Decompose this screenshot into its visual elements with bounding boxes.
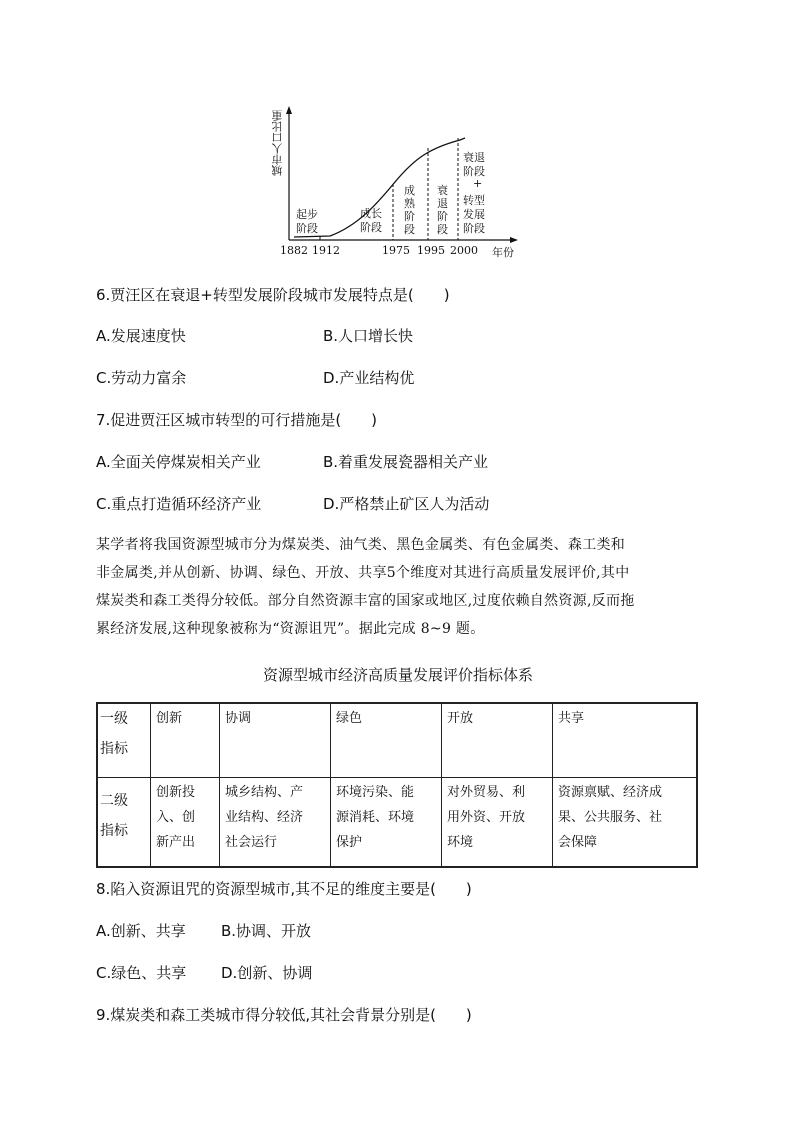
question-7-stem: 7.促进贾汪区城市转型的可行措施是( ) [96,411,378,429]
stage-transform-label-3: + [473,177,483,190]
x-axis-label: 年份 [492,246,514,259]
q7-option-c[interactable]: C.重点打造循环经济产业 [96,495,262,513]
table-cell [553,777,698,867]
cell-line: 果、公共服务、社 [558,809,663,825]
cell-line: 对外贸易、利 [447,784,526,800]
stage-mature-label-2: 熟 [404,197,415,210]
cell-line: 环境 [447,834,474,850]
question-9-stem: 9.煤炭类和森工类城市得分较低,其社会背景分别是( ) [96,1006,472,1024]
stage-decline-label-4: 段 [437,223,448,236]
stage-decline-label-2: 退 [437,197,448,210]
y-axis-arrow [286,106,292,114]
cell-line: 资源禀赋、经济成 [558,784,663,800]
stage-mature-label-4: 段 [404,223,415,236]
q8-option-d[interactable]: D.创新、协调 [221,964,313,982]
q7-option-b[interactable]: B.着重发展瓷器相关产业 [323,453,489,471]
stage-start-label-2: 阶段 [296,222,318,235]
x-tick-label: 1912 [312,244,340,257]
q8-option-a[interactable]: A.创新、共享 [96,922,186,940]
stage-transform-label-6: 阶段 [463,222,485,235]
q6-option-b[interactable]: B.人口增长快 [323,327,414,345]
x-tick-label: 1882 [280,244,308,257]
q6-option-d[interactable]: D.产业结构优 [323,369,415,387]
cell-line: 用外资、开放 [447,809,526,825]
stage-growth-label-2: 阶段 [360,221,382,234]
table-row-header [97,703,151,777]
stage-transform-label-5: 发展 [463,208,485,221]
passage-line: 累经济发展,这种现象被称为“资源诅咒”。据此完成 8~9 题。 [96,621,485,637]
cell-line: 会保障 [558,834,598,850]
table-row-header [97,777,151,867]
x-tick-label: 1995 [417,244,445,257]
header-text: 指标 [100,741,128,757]
q7-option-d[interactable]: D.严格禁止矿区人为活动 [323,495,490,513]
table-row [97,703,697,777]
header-text: 二级 [100,792,128,809]
q7-option-a[interactable]: A.全面关停煤炭相关产业 [96,453,261,471]
stage-growth-label: 成长 [360,207,382,220]
table-cell [220,777,331,867]
passage-line: 煤炭类和森工类得分较低。部分自然资源丰富的国家或地区,过度依赖自然资源,反而拖 [96,593,635,609]
x-axis-arrow [510,237,518,243]
cell-line: 城乡结构、产 [225,784,304,800]
table-cell: 开放 [442,703,553,777]
cell-line: 入、创 [156,809,196,825]
cell-line: 新产出 [156,834,196,850]
q6-option-c[interactable]: C.劳动力富余 [96,369,187,387]
cell-line: 环境污染、能 [336,784,415,800]
x-tick-label: 1975 [382,244,410,257]
stage-transform-label-2: 阶段 [463,165,485,178]
table-cell: 共享 [553,703,698,777]
passage-line: 某学者将我国资源型城市分为煤炭类、油气类、黑色金属类、有色金属类、森工类和 [96,537,626,553]
stage-decline-label: 衰 [437,184,448,197]
cell-line: 业结构、经济 [225,809,304,825]
table-cell: 创新 [151,703,220,777]
x-tick-label: 2000 [450,244,478,257]
stage-decline-label-3: 阶 [437,210,448,223]
stage-start-label: 起步 [296,208,318,221]
table-row [97,777,697,867]
passage-line: 非金属类,并从创新、协调、绿色、开放、共享5个维度对其进行高质量发展评价,其中 [96,565,630,581]
table-cell [442,777,553,867]
reading-passage [96,531,700,643]
stage-transform-label: 衰退 [463,151,485,164]
cell-line: 源消耗、环境 [336,809,415,825]
question-6-stem: 6.贾汪区在衰退+转型发展阶段城市发展特点是( ) [96,286,450,304]
question-8-stem: 8.陷入资源诅咒的资源型城市,其不足的维度主要是( ) [96,880,472,898]
q6-option-a[interactable]: A.发展速度快 [96,327,186,345]
q8-option-b[interactable]: B.协调、开放 [221,922,312,940]
indicator-table [96,702,698,868]
y-axis-label-vertical: 城市人口比重 [271,110,284,176]
table-title: 资源型城市经济高质量发展评价指标体系 [262,666,533,684]
urbanization-stage-figure [270,100,530,265]
q8-option-c[interactable]: C.绿色、共享 [96,964,187,982]
header-text: 一级 [100,711,128,727]
table-cell: 绿色 [331,703,442,777]
header-text: 指标 [100,822,128,839]
stage-mature-label: 成 [404,184,415,197]
stage-transform-label-4: 转型 [463,194,485,207]
table-cell [151,777,220,867]
cell-line: 创新投 [156,784,196,800]
cell-line: 社会运行 [225,834,278,850]
cell-line: 保护 [336,834,363,850]
table-cell: 协调 [220,703,331,777]
table-cell [331,777,442,867]
stage-mature-label-3: 阶 [404,210,415,223]
